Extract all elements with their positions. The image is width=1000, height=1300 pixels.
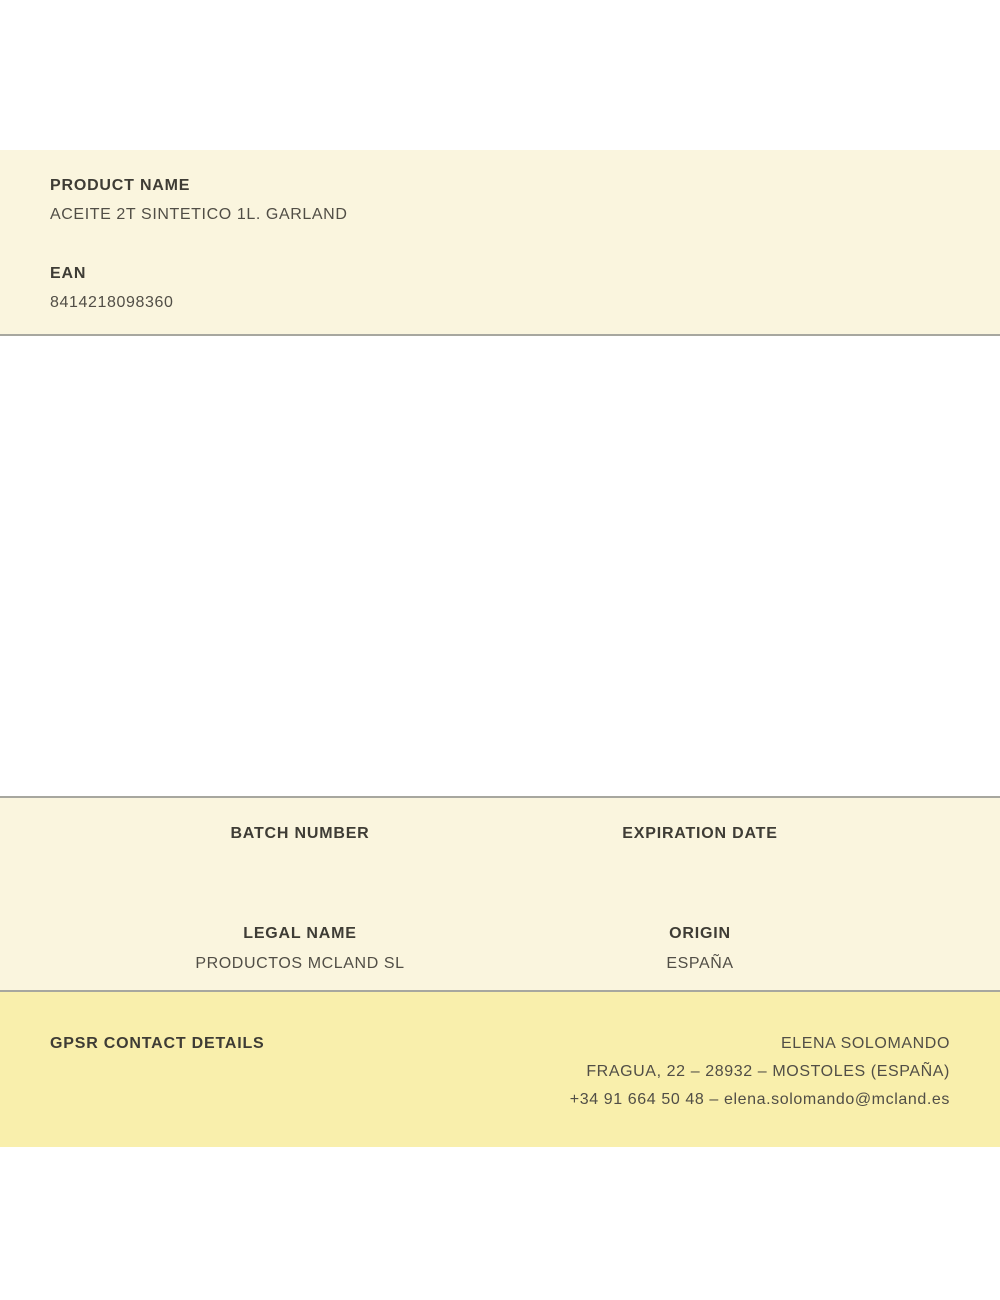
gpsr-contact-phone-email: +34 91 664 50 48 – elena.solomando@mcland.es	[569, 1091, 950, 1108]
batch-details-section	[0, 796, 1000, 992]
batch-number-field	[100, 824, 500, 854]
batch-number-label: BATCH NUMBER	[230, 825, 370, 842]
ean-field	[50, 264, 950, 312]
middle-whitespace	[0, 336, 1000, 796]
gpsr-contact-label: GPSR CONTACT DETAILS	[50, 1035, 265, 1052]
details-grid	[100, 824, 900, 973]
product-name-value: ACEITE 2T SINTETICO 1L. GARLAND	[50, 206, 348, 223]
details-row-legal-origin	[100, 924, 900, 973]
product-info-section	[0, 150, 1000, 336]
expiration-date-field	[500, 824, 900, 854]
top-whitespace	[0, 0, 1000, 150]
expiration-date-label: EXPIRATION DATE	[622, 825, 778, 842]
gpsr-contact-address: FRAGUA, 22 – 28932 – MOSTOLES (ESPAÑA)	[586, 1063, 950, 1080]
gpsr-contact-section	[0, 992, 1000, 1147]
ean-value: 8414218098360	[50, 294, 174, 311]
legal-name-value: PRODUCTOS MCLAND SL	[195, 955, 405, 972]
legal-name-label: LEGAL NAME	[243, 925, 357, 942]
origin-field	[500, 924, 900, 973]
legal-name-field	[100, 924, 500, 973]
product-name-label: PRODUCT NAME	[50, 177, 191, 194]
details-row-batch-expiration	[100, 824, 900, 854]
gpsr-contact-block	[570, 1030, 950, 1114]
origin-label: ORIGIN	[669, 925, 731, 942]
product-name-field	[50, 176, 950, 224]
ean-label: EAN	[50, 265, 87, 282]
origin-value: ESPAÑA	[666, 955, 734, 972]
gpsr-contact-name: ELENA SOLOMANDO	[780, 1035, 950, 1052]
